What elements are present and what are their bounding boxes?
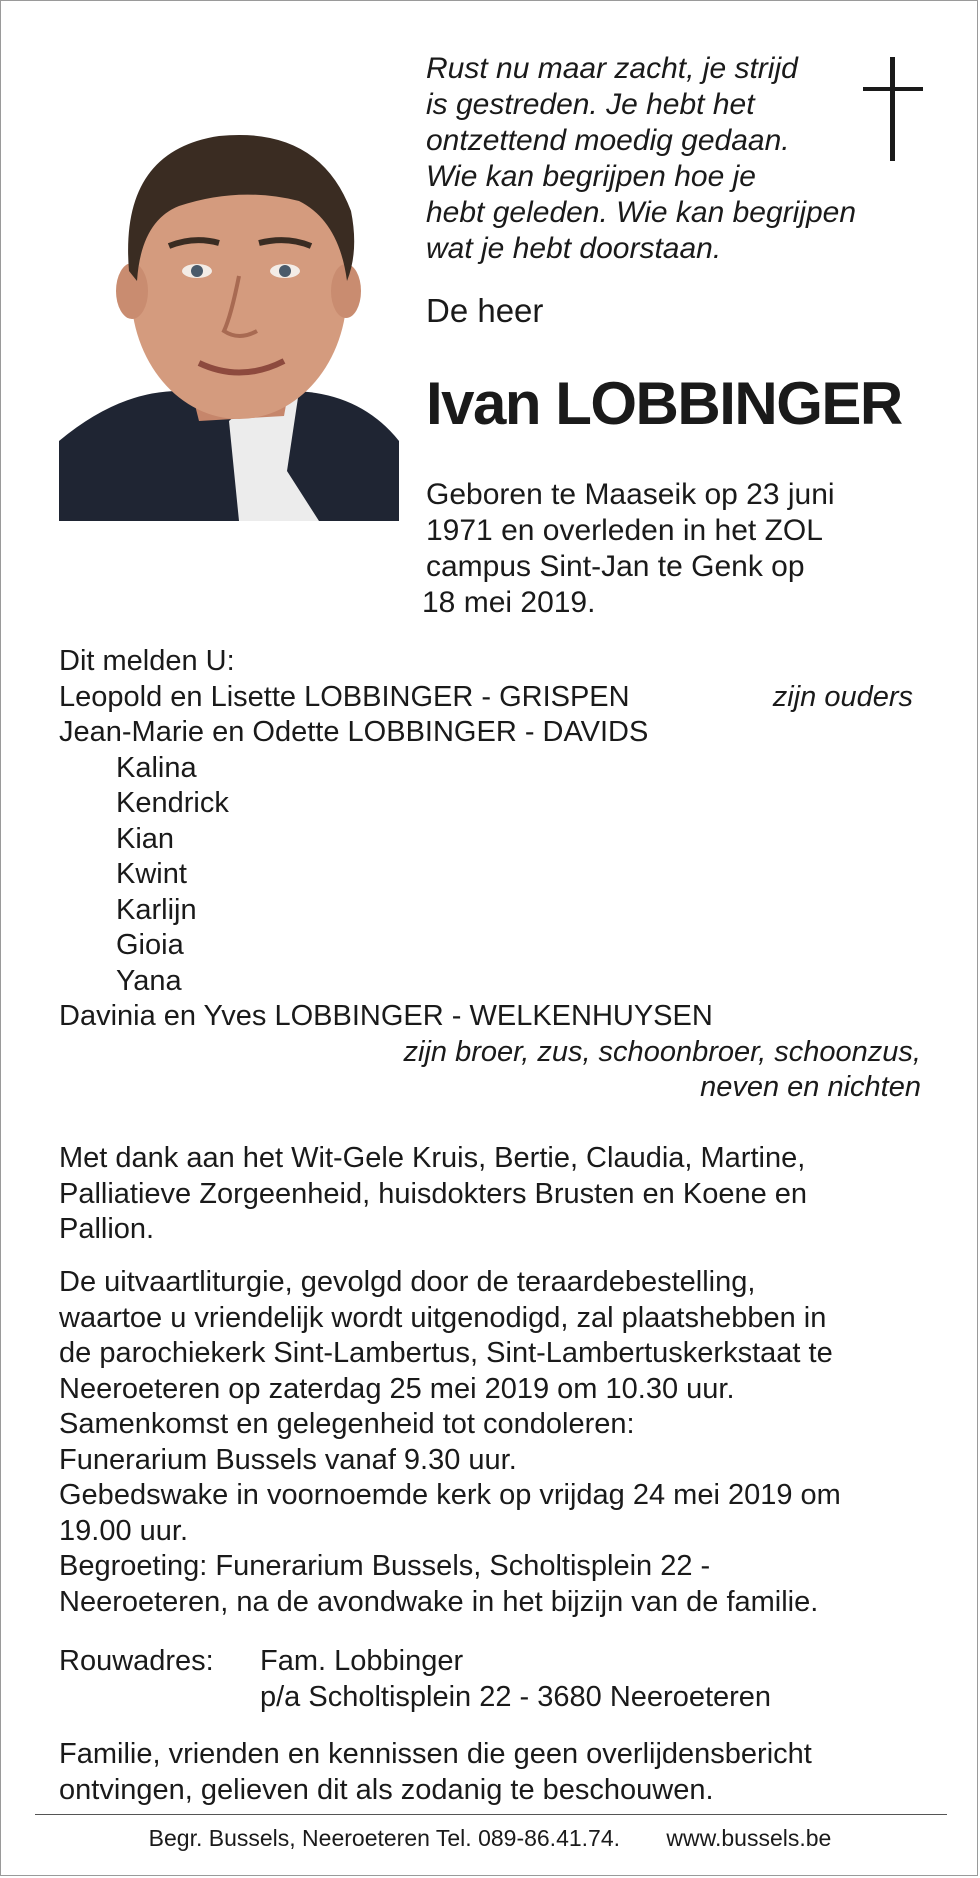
birth-death-line: Geboren te Maaseik op 23 juni xyxy=(426,478,835,511)
family-relation: zijn broer, zus, schoonbroer, schoonzus, xyxy=(403,1035,921,1068)
thanks-line: Palliatieve Zorgeenheid, huisdokters Brusten en Koene en xyxy=(59,1177,808,1210)
family-child: Gioia xyxy=(116,929,184,961)
funeral-line: Gebedswake in voornoemde kerk op vrijdag 24 mei 2019 om xyxy=(59,1479,841,1511)
address-label: Rouwadres: xyxy=(59,1645,214,1677)
thanks-paragraph xyxy=(59,1141,929,1248)
funeral-line: Samenkomst en gelegenheid tot condoleren: xyxy=(59,1408,635,1440)
family-sibling: Davinia en Yves LOBBINGER - WELKENHUYSEN xyxy=(59,1000,713,1032)
funeral-line: Begroeting: Funerarium Bussels, Scholtisplein 22 - xyxy=(59,1550,711,1582)
family-parents-note: zijn ouders xyxy=(772,680,913,713)
closing-line: ontvingen, gelieven dit als zodanig te beschouwen. xyxy=(59,1773,714,1806)
family-intro: Dit melden U: xyxy=(59,645,235,677)
cross-icon xyxy=(863,57,923,161)
footer-website-link[interactable]: www.bussels.be xyxy=(666,1825,832,1851)
funeral-details xyxy=(59,1265,929,1620)
family-child: Kendrick xyxy=(116,787,229,819)
footer-undertaker: Begr. Bussels, Neeroeteren Tel. 089-86.41.74. xyxy=(148,1825,621,1851)
funeral-line: De uitvaartliturgie, gevolgd door de teraardebestelling, xyxy=(59,1266,756,1298)
family-parents-row xyxy=(59,680,921,716)
deceased-name: Ivan LOBBINGER xyxy=(426,370,902,437)
birth-death-line: 18 mei 2019. xyxy=(422,586,596,619)
family-child: Yana xyxy=(116,964,182,997)
poem-line: wat je hebt doorstaan. xyxy=(426,232,722,265)
portrait-image xyxy=(59,91,399,521)
closing-line: Familie, vrienden en kennissen die geen overlijdensbericht xyxy=(59,1738,812,1770)
family-child: Kwint xyxy=(116,858,187,890)
address-line: Fam. Lobbinger xyxy=(260,1645,464,1677)
footer xyxy=(1,1823,979,1853)
footer-divider xyxy=(35,1814,947,1815)
funeral-line: 19.00 uur. xyxy=(59,1514,188,1547)
family-list xyxy=(59,644,921,1106)
family-parents: Leopold en Lisette LOBBINGER - GRISPEN xyxy=(59,680,630,713)
portrait-photo xyxy=(59,91,399,521)
poem-line: ontzettend moedig gedaan. xyxy=(426,124,790,157)
funeral-line: Neeroeteren op zaterdag 25 mei 2019 om 10.30 uur. xyxy=(59,1372,735,1405)
poem-line: Rust nu maar zacht, je strijd xyxy=(426,52,798,85)
poem-line: hebt geleden. Wie kan begrijpen xyxy=(426,196,857,229)
family-relation: neven en nichten xyxy=(700,1071,921,1103)
birth-death-details xyxy=(422,477,886,621)
poem-line: Wie kan begrijpen hoe je xyxy=(426,160,756,193)
salutation: De heer xyxy=(426,292,544,329)
poem xyxy=(426,51,866,267)
funeral-line: Funerarium Bussels vanaf 9.30 uur. xyxy=(59,1443,517,1476)
funeral-line: Neeroeteren, na de avondwake in het bijzijn van de familie. xyxy=(59,1585,819,1618)
family-child: Kalina xyxy=(116,751,197,784)
address-value xyxy=(260,1644,771,1715)
address-line: p/a Scholtisplein 22 - 3680 Neeroeteren xyxy=(260,1680,772,1713)
thanks-line: Pallion. xyxy=(59,1213,155,1245)
family-child: Kian xyxy=(116,822,175,855)
family-sibling: Jean-Marie en Odette LOBBINGER - DAVIDS xyxy=(59,716,649,748)
birth-death-line: campus Sint-Jan te Genk op xyxy=(426,550,805,583)
funeral-line: waartoe u vriendelijk wordt uitgenodigd, zal plaatshebben in xyxy=(59,1301,827,1334)
birth-death-line: 1971 en overleden in het ZOL xyxy=(426,514,823,547)
closing-note xyxy=(59,1737,929,1808)
poem-line: is gestreden. Je hebt het xyxy=(426,88,755,121)
thanks-line: Met dank aan het Wit-Gele Kruis, Bertie, Claudia, Martine, xyxy=(59,1142,806,1174)
funeral-line: de parochiekerk Sint-Lambertus, Sint-Lambertuskerkstaat te xyxy=(59,1337,833,1369)
family-child: Karlijn xyxy=(116,893,197,926)
